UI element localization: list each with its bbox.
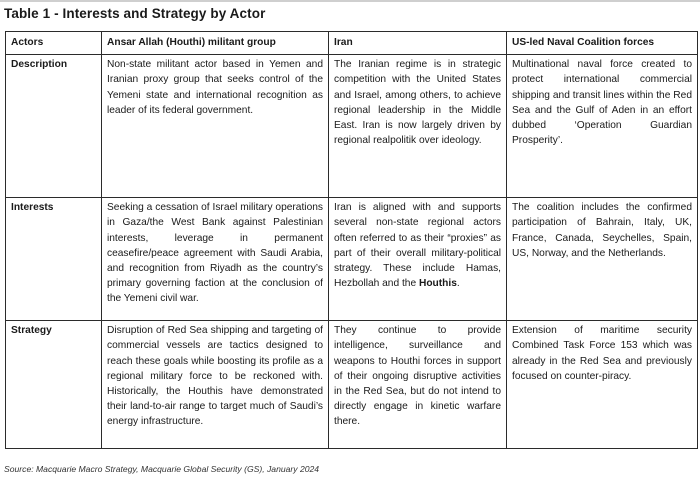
cell-description-coalition: Multinational naval force created to protect international commercial shipping and transit lines within the Red Sea and the Gulf of Aden in an effort dubbed ‘Operation Guardian Prosperity’.	[507, 55, 698, 198]
row-description	[6, 55, 698, 198]
cell-description-houthi: Non-state militant actor based in Yemen and Iranian proxy group that seeks control of the Yemeni state and international recognition as leader of its federal government.	[102, 55, 329, 198]
top-rule	[0, 0, 700, 2]
row-label-description: Description	[6, 55, 102, 198]
houthis-emphasis: Houthis	[418, 278, 457, 290]
iran-interests-end: .	[456, 278, 460, 290]
cell-interests-coalition: The coalition includes the confirmed participation of Bahrain, Italy, UK, France, Canada, Seychelles, Spain, US, Norway, and the Netherlands.	[507, 198, 698, 321]
header-houthi: Ansar Allah (Houthi) militant group	[102, 32, 329, 55]
cell-strategy-coalition: Extension of maritime security Combined Task Force 153 which was already in the Red Sea and previously focused on counter-piracy.	[507, 321, 698, 449]
cell-interests-houthi: Seeking a cessation of Israel military operations in Gaza/the West Bank against Palestinian interests, leverage in permanent ceasefire/peace agreement with Saudi Arabia, and recognition from Riyadh as the country’s primary governing faction at the conclusion of the Yemeni civil war.	[102, 198, 329, 321]
table-header-row	[6, 32, 698, 55]
header-coalition: US-led Naval Coalition forces	[507, 32, 698, 55]
row-label-strategy: Strategy	[6, 321, 102, 449]
row-label-interests: Interests	[6, 198, 102, 321]
table-title: Table 1 - Interests and Strategy by Actor	[4, 6, 266, 21]
actors-table	[5, 31, 698, 449]
source-note: Source: Macquarie Macro Strategy, Macquarie Global Security (GS), January 2024	[4, 464, 320, 474]
row-interests	[6, 198, 698, 321]
iran-interests-text: Iran is aligned with and supports several non-state regional actors often referred to as their “proxies” as part of their overall military-political strategy. These include Hamas, Hezbollah and the	[334, 202, 501, 290]
cell-strategy-houthi: Disruption of Red Sea shipping and targeting of commercial vessels are tactics designed to reach these goals while boosting its profile as a regional military force to be reckoned with. Historically, the Houthis have demonstrated their land-to-air range to target much of Saudi’s energy infrastructure.	[102, 321, 329, 449]
header-actors: Actors	[6, 32, 102, 55]
cell-interests-iran	[329, 198, 507, 321]
cell-description-iran: The Iranian regime is in strategic competition with the United States and Israel, among others, to achieve regional leadership in the Middle East. Iran is now largely driven by regional realpolitik over ideology.	[329, 55, 507, 198]
row-strategy	[6, 321, 698, 449]
cell-strategy-iran: They continue to provide intelligence, surveillance and weapons to Houthi forces in support of their ongoing disruptive activities in the Red Sea, but do not intend to directly engage in kinetic warfare there.	[329, 321, 507, 449]
header-iran: Iran	[329, 32, 507, 55]
